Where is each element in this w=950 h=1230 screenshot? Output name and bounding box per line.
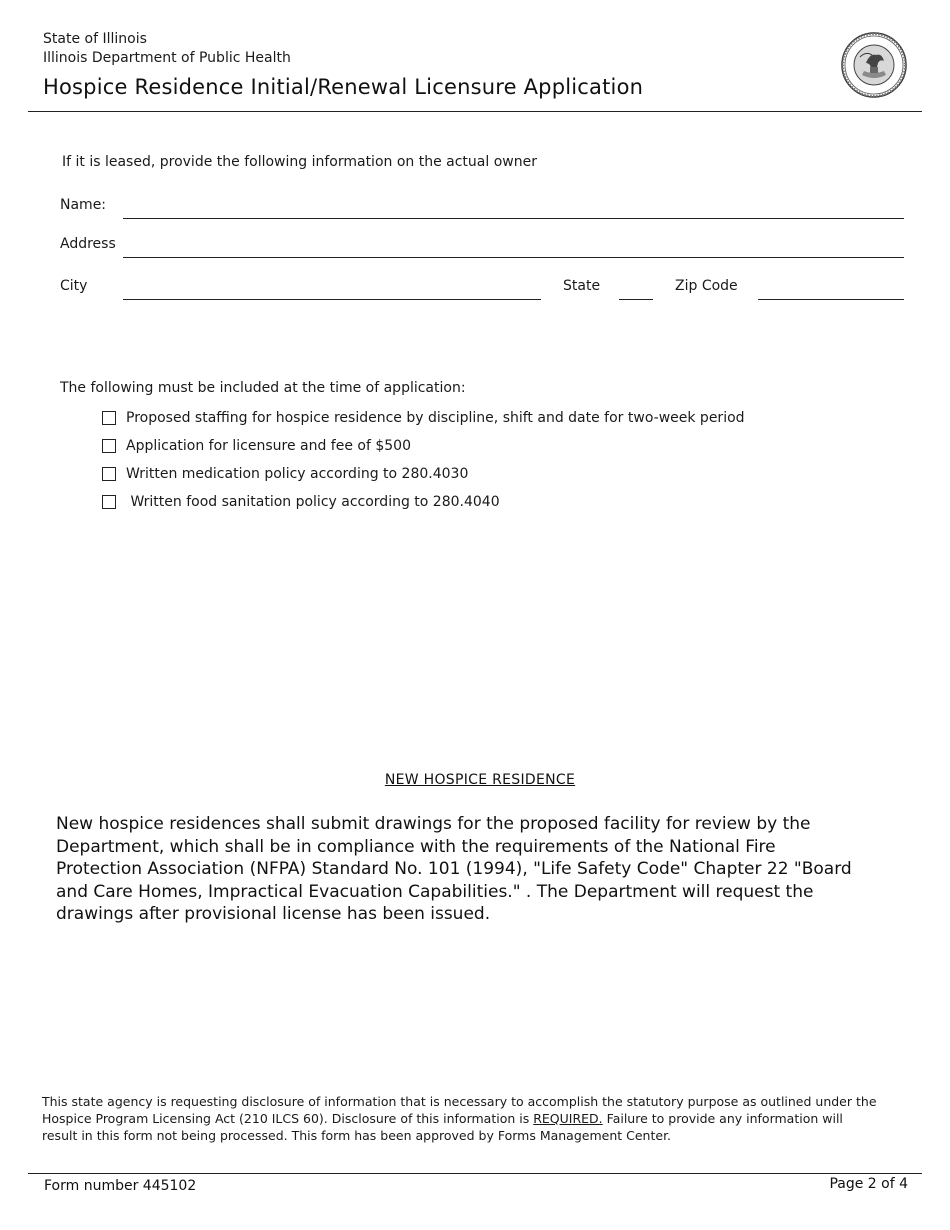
- requirement-label: Written medication policy according to 280.4030: [126, 466, 469, 482]
- application-fee-checkbox[interactable]: [102, 439, 116, 453]
- address-label: Address: [60, 236, 116, 252]
- requirement-label: Application for licensure and fee of $500: [126, 438, 411, 454]
- owner-intro: If it is leased, provide the following information on the actual owner: [62, 154, 537, 170]
- new-residence-body: New hospice residences shall submit drawings for the proposed facility for review by the Department, which shall be in compliance with the requirements of the National Fire Protection Association (NFPA) Standard No. 101 (1994), "Life Safety Code" Chapter 22 "Board and Care Homes, Impractical Evacuation Capabilities." . The Department will request the drawings after provisional license has been issued.: [56, 814, 852, 924]
- disclosure-text: This state agency is requesting disclosure of information that is necessary to accomplish the statutory purpose as outlined under the Hospice Program Licensing Act (210 ILCS 60). Disclosure of this information is: [42, 1094, 877, 1126]
- illinois-state-seal-icon: [840, 31, 908, 99]
- zip-code-label: Zip Code: [675, 278, 738, 294]
- requirement-item-medication: [102, 466, 468, 482]
- required-emphasis: REQUIRED.: [533, 1111, 603, 1126]
- disclosure-text-continued: Failure to provide any information will result in this form not being processed. This form has been approved by Forms Management Center.: [42, 1111, 843, 1143]
- requirement-item-fee: [102, 438, 411, 454]
- address-field[interactable]: [123, 257, 904, 258]
- state-field[interactable]: [619, 299, 653, 300]
- staffing-checkbox[interactable]: [102, 411, 116, 425]
- name-label: Name:: [60, 197, 107, 213]
- requirement-label: Written food sanitation policy according to 280.4040: [126, 494, 500, 510]
- medication-policy-checkbox[interactable]: [102, 467, 116, 481]
- new-residence-heading: NEW HOSPICE RESIDENCE: [384, 772, 576, 788]
- form-number: Form number 445102: [44, 1178, 197, 1194]
- requirements-heading: The following must be included at the time of application:: [60, 380, 466, 396]
- state-label: State: [563, 278, 601, 294]
- footer-divider: [28, 1173, 922, 1174]
- header-divider: [28, 111, 922, 112]
- state-name: State of Illinois: [43, 31, 147, 47]
- city-field[interactable]: [123, 299, 541, 300]
- zip-code-field[interactable]: [758, 299, 904, 300]
- requirement-item-food-sanitation: [102, 494, 500, 510]
- page-number: Page 2 of 4: [829, 1176, 908, 1192]
- form-title: Hospice Residence Initial/Renewal Licensure Application: [43, 75, 644, 99]
- requirement-item-staffing: [102, 410, 745, 426]
- city-label: City: [60, 278, 88, 294]
- department-name: Illinois Department of Public Health: [43, 50, 291, 66]
- requirement-label: Proposed staffing for hospice residence by discipline, shift and date for two-week period: [126, 410, 745, 426]
- food-sanitation-checkbox[interactable]: [102, 495, 116, 509]
- disclosure-statement: [42, 1093, 882, 1144]
- name-field[interactable]: [123, 218, 904, 219]
